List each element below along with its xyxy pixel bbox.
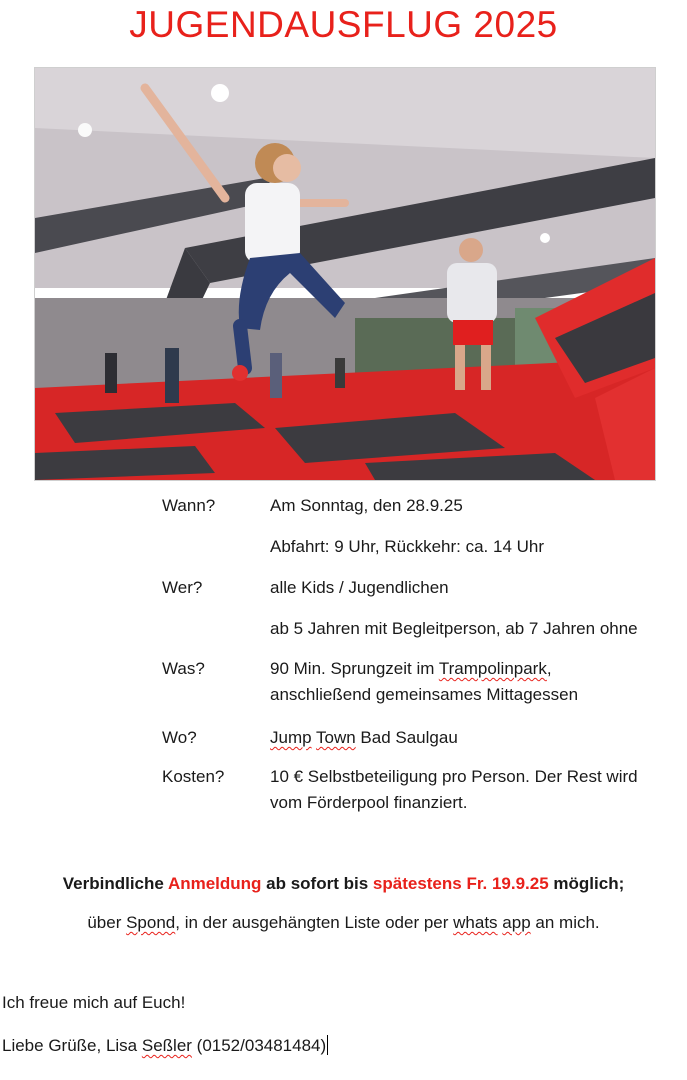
- text-cursor: [327, 1035, 328, 1055]
- label-was: Was?: [162, 659, 205, 678]
- value-wer-group: alle Kids / Jugendlichen: [270, 578, 449, 597]
- registration-line1: [0, 874, 687, 894]
- reg2-c: , in der ausgehängten Liste oder per: [175, 913, 454, 932]
- trampoline-park-photo: [34, 67, 656, 481]
- page-title: JUGENDAUSFLUG 2025: [129, 4, 558, 45]
- value-wann-times: Abfahrt: 9 Uhr, Rückkehr: ca. 14 Uhr: [270, 537, 545, 556]
- label-wann: Wann?: [162, 496, 216, 515]
- closing-line2: [2, 1035, 328, 1056]
- reg-deadline: spätestens Fr. 19.9.25: [372, 874, 549, 893]
- value-kosten-line2: vom Förderpool finanziert.: [270, 793, 468, 812]
- label-kosten: Kosten?: [162, 767, 225, 786]
- closing-line1: Ich freue mich auf Euch!: [2, 993, 186, 1012]
- reg-part5: möglich;: [548, 874, 625, 893]
- registration-line2: [0, 913, 687, 933]
- value-wer-age: ab 5 Jahren mit Begleitperson, ab 7 Jahren ohne: [270, 619, 638, 638]
- reg2-spond: Spond: [126, 913, 176, 932]
- label-wer: Wer?: [162, 578, 203, 597]
- value-wann-date: Am Sonntag, den 28.9.25: [270, 496, 463, 515]
- was-comma: ,: [546, 659, 552, 678]
- reg-anmeldung: Anmeldung: [167, 874, 262, 893]
- reg2-app: app: [502, 913, 531, 932]
- was-text: 90 Min. Sprungzeit im: [270, 659, 439, 678]
- wo-town: Town: [316, 728, 356, 747]
- value-was-line2: anschließend gemeinsames Mittagessen: [270, 685, 579, 704]
- label-wo: Wo?: [162, 728, 197, 747]
- was-trampolinpark: Trampolinpark: [438, 659, 547, 678]
- value-kosten-line1: 10 € Selbstbeteiligung pro Person. Der Rest wird: [270, 767, 638, 786]
- value-was-line1: [270, 657, 687, 681]
- closing-greeting: Liebe Grüße, Lisa: [2, 1036, 142, 1055]
- reg2-whats: whats: [453, 913, 498, 932]
- closing-phone: (0152/03481484): [191, 1036, 327, 1055]
- reg2-a: über: [87, 913, 127, 932]
- wo-jump: Jump: [270, 728, 312, 747]
- reg2-g: an mich.: [530, 913, 600, 932]
- wo-city: Bad Saulgau: [355, 728, 458, 747]
- reg-part3: ab sofort bis: [261, 874, 373, 893]
- value-wo: [270, 726, 687, 750]
- reg-part1: Verbindliche: [62, 874, 168, 893]
- closing-surname: Seßler: [141, 1036, 192, 1055]
